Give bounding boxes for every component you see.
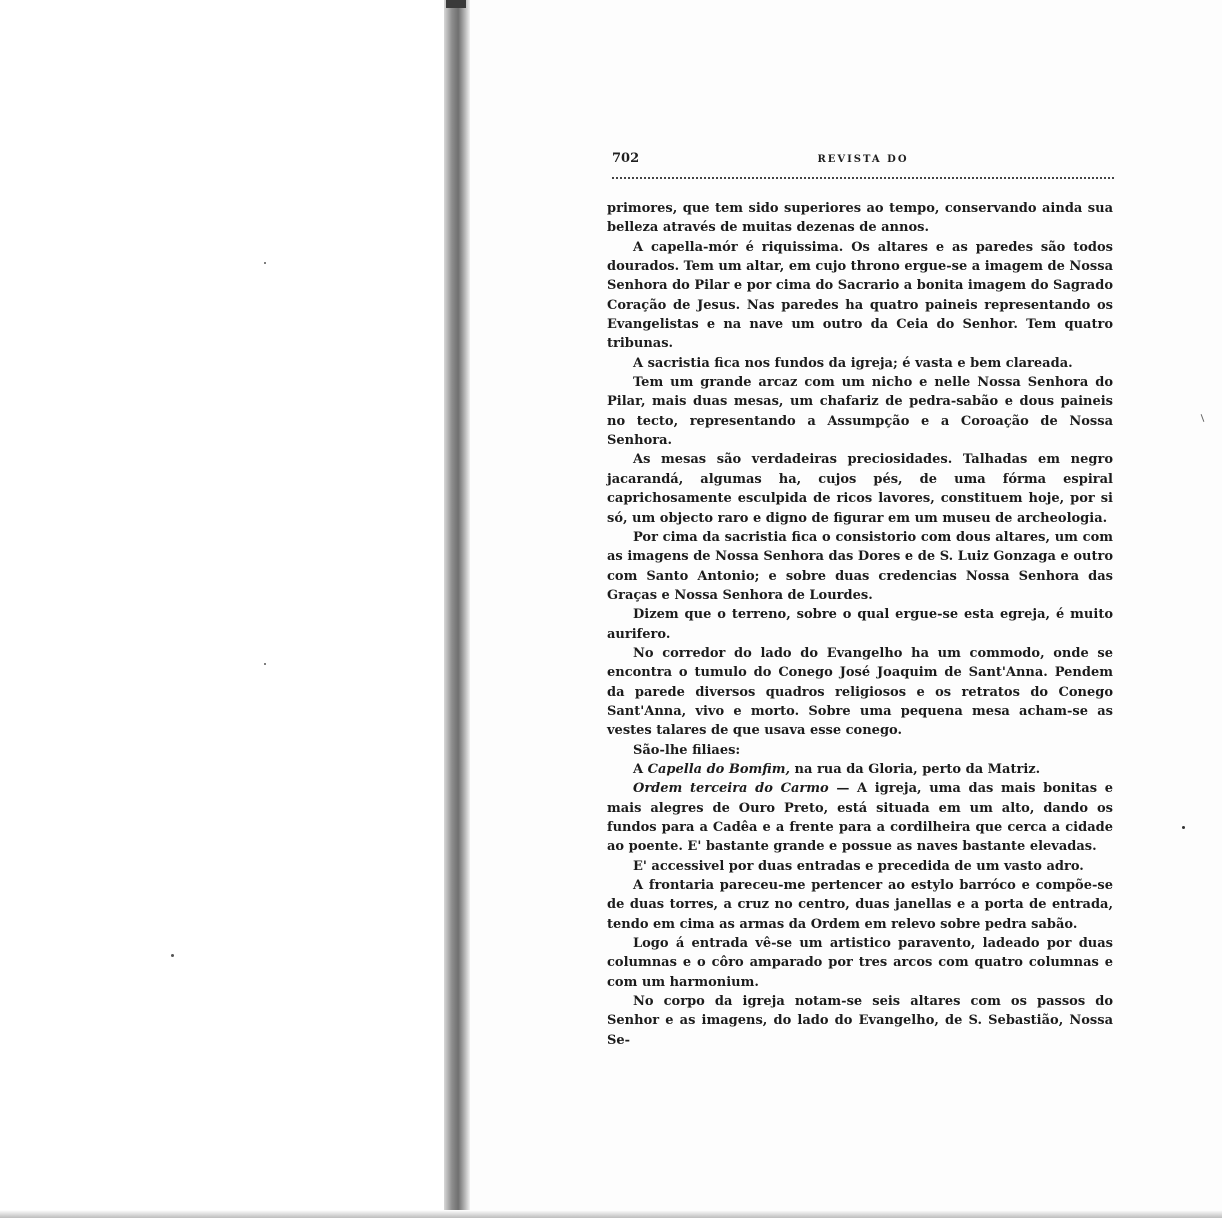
paragraph [607, 760, 1113, 779]
paragraph: E' accessivel por duas entradas e precedida de um vasto adro. [633, 858, 1084, 874]
paragraph [607, 779, 1113, 856]
paragraph: No corredor do lado do Evangelho ha um commodo, onde se encontra o tumulo do Conego José Joaquim de Sant'Anna. Pendem da parede diversos quadros religiosos e os retratos do Conego Sant'Anna, vivo e morto. Sobre uma pequena mesa acham-se as vestes talares de que usava esse conego. [607, 645, 1113, 739]
paragraph: primores, que tem sido superiores ao tempo, conservando ainda sua belleza através de muitas dezenas de annos. [607, 201, 1113, 236]
paper-speck [264, 262, 266, 264]
paragraph: As mesas são verdadeiras preciosidades. Talhadas em negro jacarandá, algumas ha, cujos pés, de uma fórma espiral caprichosamente esculpida de ricos lavores, constituem hoje, por si só, um objecto raro e digno de figurar em um museu de archeologia. [607, 452, 1113, 526]
body-text [607, 199, 1113, 1050]
italic-name: Ordem terceira do Carmo [633, 781, 829, 797]
paragraph-rest: na rua da Gloria, perto da Matriz. [790, 761, 1041, 777]
page-number: 702 [612, 151, 640, 166]
paragraph: Por cima da sacristia fica o consistorio com dous altares, um com as imagens de Nossa Senhora das Dores e de S. Luiz Gonzaga e outro com Santo Antonio; e sobre duas credencias Nossa Senhora das Graças e Nossa Senhora de Lourdes. [607, 529, 1113, 603]
paper-speck [1182, 826, 1185, 829]
paragraph: A capella-mór é riquissima. Os altares e as paredes são todos dourados. Tem um altar, em cujo throno ergue-se a imagem de Nossa Senhora do Pilar e por cima do Sacrario a bonita imagem do Sagrado Coração de Jesus. Nas paredes ha quatro paineis representando os Evangelistas e na nave um outro da Ceia do Senhor. Tem quatro tribunas. [607, 239, 1113, 352]
paragraph: A sacristia fica nos fundos da igreja; é vasta e bem clareada. [633, 355, 1073, 371]
page-bottom-edge [0, 1210, 1222, 1218]
page-header [612, 151, 1114, 171]
paragraph: São-lhe filiaes: [633, 742, 741, 758]
italic-name: Capella do Bomfim, [647, 761, 791, 777]
paper-speck [171, 954, 174, 957]
book-gutter [444, 0, 470, 1218]
paragraph-lead: A [633, 761, 648, 777]
paragraph: Dizem que o terreno, sobre o qual ergue-se esta egreja, é muito aurifero. [607, 607, 1113, 642]
paper-speck [264, 663, 266, 665]
paragraph-rest: — A igreja, uma das mais bonitas e mais alegres de Ouro Preto, está situada em um alto, dando os fundos para a Cadêa e a frente para a cordilheira que cerca a cidade ao poente. E' bastante grande e possue as naves bastante elevadas. [607, 781, 1113, 855]
paragraph: Tem um grande arcaz com um nicho e nelle Nossa Senhora do Pilar, mais duas mesas, um chafariz de pedra-sabão e dous paineis no tecto, representando a Assumpção e a Coroação de Nossa Senhora. [607, 375, 1113, 449]
left-page [0, 0, 450, 1218]
paragraph: A frontaria pareceu-me pertencer ao estylo barróco e compõe-se de duas torres, a cruz no centro, duas janellas e a porta de entrada, tendo em cima as armas da Ordem em relevo sobre pedra sabão. [607, 878, 1113, 932]
running-title: REVISTA DO [817, 154, 909, 165]
gutter-top-edge [446, 0, 466, 8]
paragraph: Logo á entrada vê-se um artistico paravento, ladeado por duas columnas e o côro amparado por tres arcos com quatro columnas e com um harmonium. [607, 936, 1113, 990]
paragraph: No corpo da igreja notam-se seis altares com os passos do Senhor e as imagens, do lado do Evangelho, de S. Sebastião, Nossa Se- [607, 994, 1113, 1048]
header-rule [612, 177, 1114, 179]
